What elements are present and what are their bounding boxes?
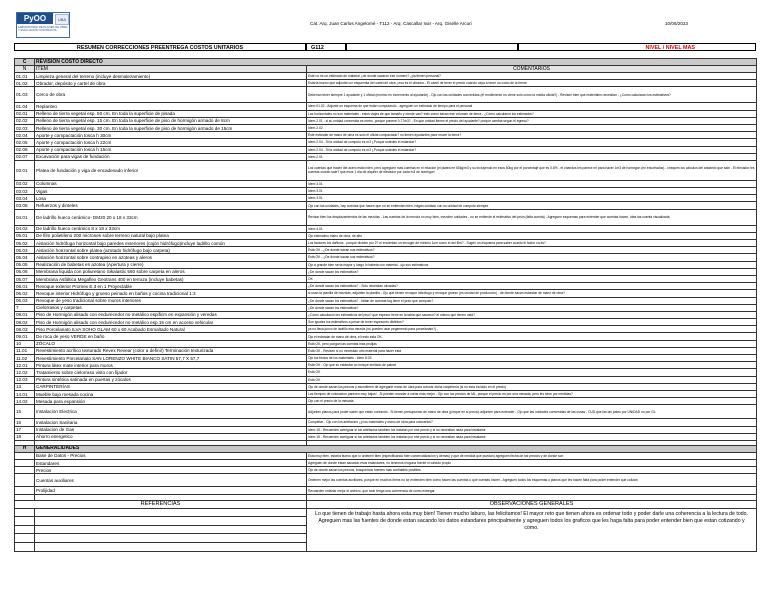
general-row	[15, 474, 757, 487]
item-number: 09.01	[15, 333, 35, 340]
observations-title: OBSERVACIONES GENERALES	[307, 500, 757, 508]
item-number: 02.01	[15, 110, 35, 117]
general-row	[15, 460, 757, 467]
item-number: 02.05	[15, 139, 35, 146]
item-description: De ladrillo hueco cerámico 8 x 18 x 33cm	[35, 225, 307, 232]
item-comment: ya no lleva junco de ladrillo esa mezcla (no pueden usar pegamento para porcelanato?) -	[307, 326, 757, 333]
item-comment: Son iguales los estimativos a pesar de tener espesores distintos?	[307, 319, 757, 326]
item-comment: Está OK - Revisen si no necesitan otro material para hacer esta	[307, 347, 757, 354]
table-row	[15, 195, 757, 202]
table-row	[15, 261, 757, 268]
item-comment: OK	[307, 275, 757, 282]
item-comment: ¿Como calcularon los estimativos del piso? que espesor tiene en la tabla que sacaron? el mismo que tienen ustd?	[307, 311, 757, 318]
item-number: 06.01	[15, 283, 35, 290]
general-comment: Ordenen mejor las cuentas auxiliares, porque en muchos items no se entienden bien como hacen las cuentas o que cuentas hacen - Agreguen todos los esquemas o planos que les hacen falta para poder entender que cotizan	[307, 474, 757, 487]
item-comment: Idem 2.04 - Si la unidad de computo es m3 ¿Porque ustedes el estandar?	[307, 139, 757, 146]
item-description: Cielorrasos y carpetas	[35, 304, 307, 311]
item-description: Vigas	[35, 188, 307, 195]
table-row	[15, 383, 757, 390]
item-number: 12.03	[15, 376, 35, 383]
table-row	[15, 139, 757, 146]
title-bar-blank	[346, 43, 518, 51]
item-comment: Idem 3.01	[307, 188, 757, 195]
table-row	[15, 311, 757, 318]
item-number: 03.01	[15, 160, 35, 180]
table-row	[15, 319, 757, 326]
item-number: 05.05	[15, 261, 35, 268]
table-row	[15, 117, 757, 124]
table-row	[15, 247, 757, 254]
table-row	[15, 283, 757, 290]
general-label: Prolijidad	[35, 487, 307, 494]
item-number: 05.07	[15, 275, 35, 282]
table-row	[15, 419, 757, 426]
table-row	[15, 232, 757, 239]
section-c-title: REVISION COSTO DIRECTO	[35, 59, 757, 66]
col-comments-header: COMENTARIOS	[307, 66, 757, 73]
item-comment: Estaría bueno que adjunten un esquemita del cartel de obra ¿eso es el obrador - El cartel de tener el precio cuando vaya a tener un costo de la frente	[307, 80, 757, 87]
item-comment: Idem 3.01	[307, 195, 757, 202]
item-number: 05.03	[15, 247, 35, 254]
item-description: Excavación para vigas de fundación	[35, 153, 307, 160]
item-comment: Ojo estimativo mano de obra, de alto	[307, 232, 757, 239]
general-label: Cuentas auxiliares	[35, 474, 307, 487]
reference-row	[15, 508, 757, 517]
item-comment: Adjunten planos para poder saber que están contando - Si tienen presupuesto de mano de obra (porque en si precio) adjunten para entender - Ojo que las unidades convenidas de las cosas - CUD que las las paleo por UNIDAD no por GL	[307, 405, 757, 419]
item-number: 01.04	[15, 103, 35, 110]
item-description: Instalacion Sanitaria	[35, 419, 307, 426]
item-comment: Está OK, pero pongan las cuentas mas prolijas	[307, 340, 757, 347]
table-row	[15, 103, 757, 110]
item-description: Refuerzos y dinteles	[35, 202, 307, 209]
item-number: 05.01	[15, 232, 35, 239]
header-date: 10/06/2023	[665, 21, 688, 26]
item-number: 08.03	[15, 326, 35, 333]
item-description: Revestimiento acrílico texturado Revex Revear (color a definir) Terminación texturizada	[35, 347, 307, 354]
corrections-table	[14, 58, 757, 552]
item-number: 06.03	[15, 297, 35, 304]
level-label: NIVEL / NIVEL MAS	[518, 43, 756, 51]
item-comment: ¿De donde sacan los estimativos?	[307, 304, 757, 311]
item-comment: Está OK - ¿De donde sacan sus estimativos?	[307, 254, 757, 261]
item-number: 04.01	[15, 209, 35, 225]
item-description: Limpieza general del terreno (incluye desmalezamiento)	[35, 73, 307, 80]
item-comment: Revisar bien los desplazamientos de las mezclas - Las cuentas de la mezcla no muy bien, mezclen unidades - no se entiende el estimativo del peón (falta cuenta) - Agreguen esquemas para entender que cuentas hacen, idea las cuenta visualizada	[307, 209, 757, 225]
table-row	[15, 326, 757, 333]
item-number: 02.06	[15, 146, 35, 153]
item-comment: Deberían tener siempre 1 ayudante y 1 oficial (mínimo en incremento al ayudante) - Ojo con las unidades convenidas (el rendimiento no viene solo como la media oficial?) - Revisen bien que materiales necesitan - ¿Como calcularon los estimativos?	[307, 87, 757, 103]
item-description: Revoque exterior Promex E 3 en 1 Proyectable	[35, 283, 307, 290]
item-comment: Los tiempos de colocacion parecen muy bajos! - Si pueden mandar a cortar más mejor - Ojo con los precios de ML, porque el precio es por una mesada, pero les sirve por medidas?	[307, 390, 757, 397]
item-description: Revestimiento Porcelanato SAN LORENZO WHITE BIANCO SATIN 57,7 X 57,7	[35, 355, 307, 362]
item-number: 08.01	[15, 311, 35, 318]
item-description: Membrana Asfáltica Megaflex Geotrans 400 en terraza (incluye babetas)	[35, 275, 307, 282]
item-comment: Está OK - ¿De donde sacan sus estimativos?	[307, 247, 757, 254]
table-row	[15, 290, 757, 297]
section-c-letter: C	[15, 59, 35, 66]
item-number: 03.04	[15, 195, 35, 202]
item-number: 05.06	[15, 268, 35, 275]
table-row	[15, 180, 757, 187]
general-comment: Esta muy bien, estaría bueno que lo ordenen bien (especificando bien comercializacion y demas) y que de medida que puedan) agreguen fecha de los precios y de donde son	[307, 452, 757, 459]
item-description: De film polietileno 200 micrones sobre terreno natural bajo platea	[35, 232, 307, 239]
general-row	[15, 467, 757, 474]
item-number: 01.02	[15, 80, 35, 87]
item-description: Relleno de tierra vegetal esp. 50 cm. En toda la superficie de pisada	[35, 110, 307, 117]
item-comment: Está OK	[307, 376, 757, 383]
item-description: Platea de fundación y viga de encadenado inferior	[35, 160, 307, 180]
item-comment: Los cuentas que hacen del acero están bien, pero agreguen mas cuentas en el relación (el platea en 60kg/m3 y su incluyendo en esos 60kg por el porcentaje que es 0.8% - el chandos les parece mi para hacer 1m3 de hormigon (en encofrados) - cheques los calculos del andamio que sale - El elevador les cuentas cuanto sale? que esos 1 día de alquiler de elevador por cada m3 de hormigon	[307, 160, 757, 180]
logo	[16, 12, 70, 38]
references-title: REFERENCIAS	[15, 500, 307, 508]
table-row	[15, 369, 757, 376]
table-row	[15, 405, 757, 419]
table-row	[15, 390, 757, 397]
table-row	[15, 87, 757, 103]
item-number: 11.01	[15, 347, 35, 354]
group-code: G112	[306, 43, 346, 51]
item-comment: Está OK - Ojo que su estándar no incluye emitado de paleat	[307, 362, 757, 369]
table-row	[15, 153, 757, 160]
table-row	[15, 433, 757, 440]
item-number: 7	[15, 304, 35, 311]
item-number: 12.01	[15, 362, 35, 369]
logo-text: PyOO	[17, 13, 53, 24]
spreadsheet	[14, 10, 756, 532]
item-comment: Este estándar de mano de obra es solo el oficial compactado? no tienen ayudantes para mover la tierra?	[307, 132, 757, 139]
item-description: Aporte y compactación tosca h 22cm	[35, 139, 307, 146]
general-row	[15, 452, 757, 459]
item-number: 01.01	[15, 73, 35, 80]
item-comment: Idem 2.02	[307, 124, 757, 131]
item-description: Piso de Hormigón alisado con endurecedor no metálico esp.15 cm en acceso vehicular	[35, 319, 307, 326]
item-number: 10	[15, 340, 35, 347]
item-description: Relleno de tierra vegetal esp. 30 cm. En toda la superficie de piso de hormigón armado de 15cm	[35, 124, 307, 131]
item-description: Aislación horizontal sobre contrapiso en azoteas y aleros	[35, 254, 307, 261]
item-description: Aporte y compactación tosca h 30cm	[35, 132, 307, 139]
item-comment: ¿De donde sacan los estimativos?	[307, 268, 757, 275]
item-number: 01.03	[15, 87, 35, 103]
item-number: 17	[15, 426, 35, 433]
table-row	[15, 340, 757, 347]
item-description: Cerco de obra	[35, 87, 307, 103]
general-comment: Recuerden ordenar mejor el archivo, que todo tenga una coherencia de como entregar	[307, 487, 757, 494]
item-number: 03.03	[15, 188, 35, 195]
table-row	[15, 347, 757, 354]
item-description: Membrana líquida con poliuretano Sikalastic 560 sobre carpeta en aleros	[35, 268, 307, 275]
item-number: 05.04	[15, 254, 35, 261]
general-comment: Ojo de donde sacan los precios, busquemos fuentes mas confiables posibles	[307, 467, 757, 474]
item-description: Mueble bajo mesada cocina	[35, 390, 307, 397]
item-description: Instalacion Electrica	[35, 405, 307, 419]
table-row	[15, 333, 757, 340]
item-description: Tratamiento sobre cielorraso visto con fijador	[35, 369, 307, 376]
item-description: De roca de yeso VERDE en baño	[35, 333, 307, 340]
item-comment: Idem 2.01	[307, 153, 757, 160]
report-title: RESUMEN CORRECCIONES PREENTREGA COSTOS UNITARIOS	[14, 43, 306, 51]
table-row	[15, 209, 757, 225]
table-row	[15, 160, 757, 180]
table-row	[15, 110, 757, 117]
item-description: Pintura sintética satinada en puertas y zócalos	[35, 376, 307, 383]
item-description: Revoque interior Hidrófugo y grueso peinado en baños y cocina tradicional 1:3	[35, 290, 307, 297]
item-description: Realización de babetas en azotea (Apertura y cierre)	[35, 261, 307, 268]
item-comment: Ojo a grande bien sería mayor y luego lo babeta con material - ojo sus estimativos	[307, 261, 757, 268]
item-description: Ahorro energetico	[35, 433, 307, 440]
table-row	[15, 304, 757, 311]
item-comment: Ojo con las unidades, hay cuentas que hacen que no se entienden bien, hagan cuidado con su unidad de computo siempre	[307, 202, 757, 209]
item-description: Piso Porcelanato ILVA SOHO GLAM 60 x 60 Acabado Esmaltado Natural	[35, 326, 307, 333]
section-h-header	[15, 445, 757, 452]
column-headers	[15, 66, 757, 73]
item-number: 13	[15, 383, 35, 390]
item-number: 02.04	[15, 132, 35, 139]
item-description: Revoque de yeso tradicional sobre muros interiores	[35, 297, 307, 304]
table-row	[15, 355, 757, 362]
item-comment: Idem 15 - Recuerden averiguar si los artefactos tambien los instalan por ese precio y si no necesitan nada para instalarse	[307, 426, 757, 433]
item-comment: Ojo con el precio de la mesada	[307, 398, 757, 405]
table-row	[15, 73, 757, 80]
item-description: Aporte y compactación tosca h 15cm	[35, 146, 307, 153]
item-comment: si usan la planilla de mezclas, adjunten la planilla - Ojo que tienen revoque hidrófugo y revoque grueso (es unidad de producción) - de donde sacan estandar de mano de obra?	[307, 290, 757, 297]
logo-badge: UBA	[55, 14, 69, 25]
bottom-header-row	[15, 500, 757, 508]
item-comment: ¿De donde sacan los estimativos? - faltan de cuentas tog tiene el yeso que computo?	[307, 297, 757, 304]
general-label: Estandares	[35, 460, 307, 467]
item-number: 14.02	[15, 398, 35, 405]
table-row	[15, 80, 757, 87]
item-description: Instalacion de Gas	[35, 426, 307, 433]
observations-text: Lo que tienen de trabajo hasta ahora esta muy bien! Tienen mucho laburo, las felicitamos! El mayor reto que tienen ahora es ordenar todo y poder darle una coherencia a la lectura de todo. Agreguen mas las fuentes de donde estan sacando los datos estandares principalmente y agreguen todos los graficos que les haga falta para poder entender bien que estan cotizando y como.	[307, 508, 757, 551]
item-comment: Ojo de donde sacan los precios y asumitirem de agregarle mano de obra para colocar dicha carpintería (si no esta incluido en el precio)	[307, 383, 757, 390]
item-comment: Este no es un estimado de material ¿de donde sacaron ese numero? ¿ya tienen personal?	[307, 73, 757, 80]
table-row	[15, 376, 757, 383]
item-number: 18	[15, 433, 35, 440]
item-description: ZÓCALO	[35, 340, 307, 347]
item-description: Aislación hidrófuga horizontal bajo paredes exteriores (cajón hidrófugo)incluye ladrillo común	[35, 240, 307, 247]
item-description: Mesada para expansión	[35, 398, 307, 405]
item-comment: Idem 2.01 - si su unidad convenida es metro, porque ponene 0.77m3? - En que unidad tienen el precio del ayudante? porque cambia segun el egreso?	[307, 117, 757, 124]
item-number: 03.02	[15, 180, 35, 187]
item-number: 16	[15, 419, 35, 426]
table-row	[15, 275, 757, 282]
item-comment: Está OK	[307, 369, 757, 376]
table-row	[15, 132, 757, 139]
item-number: 15	[15, 405, 35, 419]
logo-subtitle: LABORATORIO DE PLANES DE OBRA Y EVALUACIÓN CONTRATOS	[18, 25, 68, 33]
item-description: Obrador, depósito y cartel de obra	[35, 80, 307, 87]
item-description: De ladrillo hueco cerámico- DM20 20 x 18 x 33cm	[35, 209, 307, 225]
section-h-letter: H	[15, 445, 35, 452]
item-number: 02.02	[15, 117, 35, 124]
table-row	[15, 240, 757, 247]
item-comment: Idem 01.02 - Adjunte un esquema de que están computando - agreguen un estimado de tiempo para el personal	[307, 103, 757, 110]
item-comment: Ojo el estandar de mano de obra, el resto esta OK	[307, 333, 757, 340]
table-row	[15, 297, 757, 304]
general-label: Precios	[35, 467, 307, 474]
table-row	[15, 268, 757, 275]
item-number: 12.02	[15, 369, 35, 376]
table-row	[15, 202, 757, 209]
table-row	[15, 398, 757, 405]
section-c-header	[15, 59, 757, 66]
item-number: 02.03	[15, 124, 35, 131]
item-description: Losa	[35, 195, 307, 202]
item-comment: Los factores los dañinos - porque dividen por 2? el encientan un encoger de mínimo 1cm como el del film? - Sugen un esquema para saber cuanto el factor ca es?	[307, 240, 757, 247]
item-description: CARPINTERÍAS	[35, 383, 307, 390]
table-row	[15, 188, 757, 195]
item-comment: Idem 3.01	[307, 180, 757, 187]
item-comment: Completar - Ojo con los artefactos ¿y los materiales y mano de obra para colocarlos?	[307, 419, 757, 426]
item-number: 11.02	[15, 355, 35, 362]
item-number: 03.05	[15, 202, 35, 209]
item-comment: Los horizontales no son materiales - estos viajes de que tamaño y donde van? esto como sacan ese volumen de tierra - ¿Cómo calcularon los estimados?	[307, 110, 757, 117]
table-row	[15, 225, 757, 232]
general-row	[15, 487, 757, 494]
item-description: Piso de Hormigón alisado con endurecedor no metálico espificm en expansión y veredas	[35, 311, 307, 318]
item-description: Replanteo	[35, 103, 307, 110]
table-row	[15, 362, 757, 369]
item-description: Relleno de tierra vegetal esp. 15 cm. En toda la superficie de piso de hormigón armado de 8cm	[35, 117, 307, 124]
item-description: Pintura látex mate interior para muros	[35, 362, 307, 369]
table-row	[15, 426, 757, 433]
item-comment: Ojo los títulos de los materiales - Idem 8.03	[307, 355, 757, 362]
item-number: 05.02	[15, 240, 35, 247]
general-comment: Agreguen de donde estan sacando esos estandares, no tenemos ninguna fuente ni calculo propio	[307, 460, 757, 467]
item-comment: Idem 4.01	[307, 225, 757, 232]
item-number: 04.02	[15, 225, 35, 232]
item-number: 06.02	[15, 290, 35, 297]
item-comment: Idem 15 - Recuerden averiguar si los artefactos tambien los instalan por ese precio y si no necesitan nada para instalarse	[307, 433, 757, 440]
section-h-title: GENERALIDADES	[35, 445, 757, 452]
title-bar	[14, 43, 756, 51]
header-info: Cát. Arq. Juan Carlos Angelomé - T112 - Arq. Cascallar Ivar - Arq. Giselle Arcuri	[310, 21, 472, 26]
item-description: Aislación horizontal sobre platea (azotado hidrófugo bajo carpeta)	[35, 247, 307, 254]
item-number: 08.02	[15, 319, 35, 326]
general-label: Base de Datos - Precios	[35, 452, 307, 459]
item-number: 14.01	[15, 390, 35, 397]
table-row	[15, 254, 757, 261]
col-item-header: ITEM	[35, 66, 307, 73]
table-row	[15, 124, 757, 131]
table-row	[15, 146, 757, 153]
item-description: Columnas	[35, 180, 307, 187]
item-number: 02.07	[15, 153, 35, 160]
item-comment: ¿De donde sacan los estimativos? - Solo necesitan olivadas?	[307, 283, 757, 290]
item-comment: Idem 2.04 - Si la unidad de computo es m3 ¿Porque ustedes el estandar?	[307, 146, 757, 153]
header	[14, 10, 756, 36]
col-n-header: N	[15, 66, 35, 73]
